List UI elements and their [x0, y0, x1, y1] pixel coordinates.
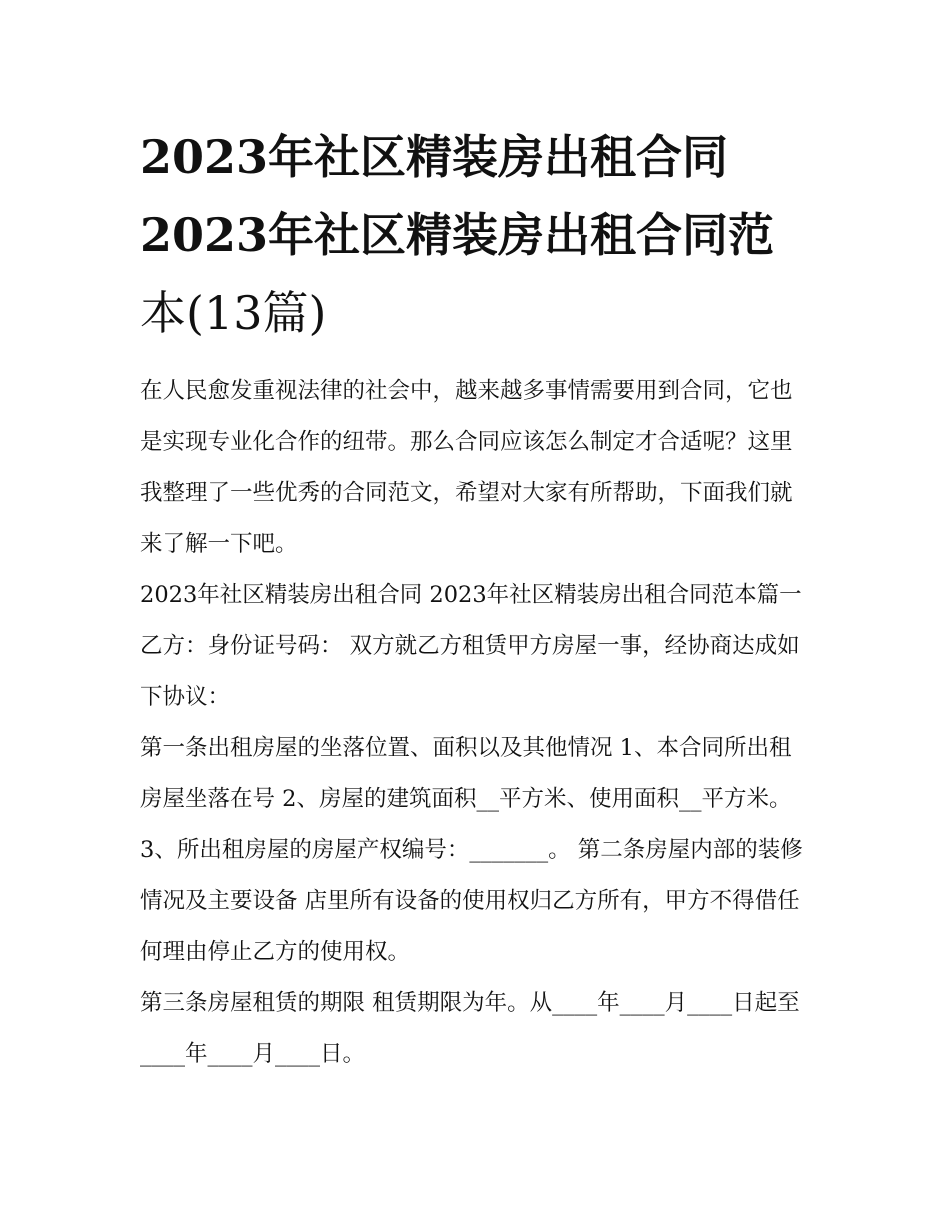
title-line-3: 本(13篇)	[140, 286, 327, 340]
title-line-1: 2023年社区精装房出租合同	[140, 130, 729, 184]
contract-heading-paragraph: 2023年社区精装房出租合同 2023年社区精装房出租合同范本篇一 乙方：身份证号码： 双方就乙方租赁甲方房屋一事，经协商达成如下协议：	[140, 582, 802, 710]
title-line-2: 2023年社区精装房出租合同范	[140, 208, 775, 262]
article-2-paragraph: 3、所出租房屋的房屋产权编号：_______。 第二条房屋内部的装修情况及主要设备 店里所有设备的使用权归乙方所有，甲方不得借任何理由停止乙方的使用权。	[140, 837, 803, 965]
document-title	[140, 118, 810, 352]
document-page	[140, 118, 810, 1080]
intro-paragraph: 在人民愈发重视法律的社会中，越来越多事情需要用到合同，它也是实现专业化合作的纽带。那么合同应该怎么制定才合适呢？这里我整理了一些优秀的合同范文，希望对大家有所帮助，下面我们就来了解一下吧。	[140, 378, 793, 557]
article-1-paragraph: 第一条出租房屋的坐落位置、面积以及其他情况 1、本合同所出租房屋坐落在号 2、房屋的建筑面积__平方米、使用面积__平方米。	[140, 735, 792, 812]
article-3-paragraph: 第三条房屋租赁的期限 租赁期限为年。从____年____月____日起至____年____月____日。	[140, 990, 800, 1067]
document-body	[140, 366, 810, 1080]
